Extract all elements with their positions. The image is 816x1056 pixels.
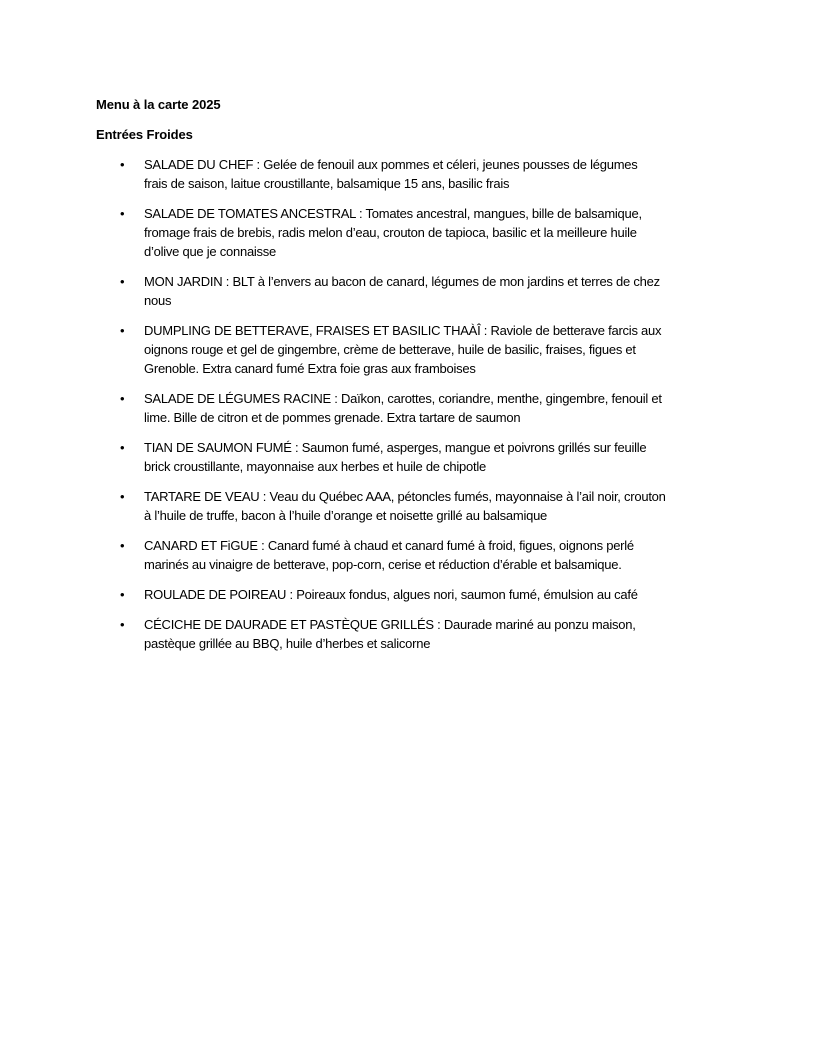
menu-item-text-line: marinés au vinaigre de betterave, pop-corn, cerise et réduction d’érable et balsamique. bbox=[144, 557, 622, 572]
menu-item-text-line: MON JARDIN : BLT à l’envers au bacon de canard, légumes de mon jardins et terres de chez bbox=[144, 274, 660, 289]
menu-item-text-line: frais de saison, laitue croustillante, balsamique 15 ans, basilic frais bbox=[144, 176, 510, 191]
bullet-icon: • bbox=[120, 587, 125, 602]
bullet-icon: • bbox=[120, 157, 125, 172]
menu-item-text-line: oignons rouge et gel de gingembre, crème de betterave, huile de basilic, fraises, figues et bbox=[144, 342, 636, 357]
menu-item-text-line: TIAN DE SAUMON FUMÉ : Saumon fumé, asperges, mangue et poivrons grillés sur feuille bbox=[144, 440, 647, 455]
menu-item bbox=[96, 204, 726, 261]
menu-item-text-line: SALADE DU CHEF : Gelée de fenouil aux pommes et céleri, jeunes pousses de légumes bbox=[144, 157, 638, 172]
menu-item-text-line: CANARD ET FiGUE : Canard fumé à chaud et canard fumé à froid, figues, oignons perlé bbox=[144, 538, 634, 553]
menu-item bbox=[96, 155, 726, 193]
menu-item bbox=[96, 438, 726, 476]
document-page bbox=[96, 96, 726, 664]
bullet-icon: • bbox=[120, 440, 125, 455]
menu-item bbox=[96, 615, 726, 653]
bullet-icon: • bbox=[120, 274, 125, 289]
menu-item-text-line: lime. Bille de citron et de pommes grenade. Extra tartare de saumon bbox=[144, 410, 521, 425]
menu-item-text-line: nous bbox=[144, 293, 172, 308]
menu-item-text-line: pastèque grillée au BBQ, huile d’herbes et salicorne bbox=[144, 636, 431, 651]
menu-item bbox=[96, 536, 726, 574]
menu-item-text-line: à l’huile de truffe, bacon à l’huile d’orange et noisette grillé au balsamique bbox=[144, 508, 548, 523]
document-title: Menu à la carte 2025 bbox=[96, 97, 221, 112]
bullet-icon: • bbox=[120, 617, 125, 632]
menu-list bbox=[96, 155, 726, 653]
menu-item-text-line: fromage frais de brebis, radis melon d’eau, crouton de tapioca, basilic et la meilleure huile bbox=[144, 225, 637, 240]
menu-item-text-line: d’olive que je connaisse bbox=[144, 244, 277, 259]
menu-item bbox=[96, 389, 726, 427]
menu-item-text-line: Grenoble. Extra canard fumé Extra foie gras aux framboises bbox=[144, 361, 476, 376]
menu-item-text-line: SALADE DE LÉGUMES RACINE : Daïkon, carottes, coriandre, menthe, gingembre, fenouil et bbox=[144, 391, 662, 406]
menu-item-text-line: TARTARE DE VEAU : Veau du Québec AAA, pétoncles fumés, mayonnaise à l’ail noir, crouton bbox=[144, 489, 666, 504]
bullet-icon: • bbox=[120, 538, 125, 553]
bullet-icon: • bbox=[120, 206, 125, 221]
menu-item-text-line: CÉCICHE DE DAURADE ET PASTÈQUE GRILLÉS : Daurade mariné au ponzu maison, bbox=[144, 617, 636, 632]
menu-item-text-line: brick croustillante, mayonnaise aux herbes et huile de chipotle bbox=[144, 459, 486, 474]
menu-item-text-line: ROULADE DE POIREAU : Poireaux fondus, algues nori, saumon fumé, émulsion au café bbox=[144, 587, 638, 602]
menu-item bbox=[96, 585, 726, 604]
bullet-icon: • bbox=[120, 323, 125, 338]
menu-item bbox=[96, 321, 726, 378]
menu-item-text-line: DUMPLING DE BETTERAVE, FRAISES ET BASILIC THAÀÎ : Raviole de betterave farcis aux bbox=[144, 323, 662, 338]
bullet-icon: • bbox=[120, 391, 125, 406]
menu-item-text-line: SALADE DE TOMATES ANCESTRAL : Tomates ancestral, mangues, bille de balsamique, bbox=[144, 206, 642, 221]
menu-item bbox=[96, 487, 726, 525]
bullet-icon: • bbox=[120, 489, 125, 504]
menu-item bbox=[96, 272, 726, 310]
section-heading: Entrées Froides bbox=[96, 127, 193, 142]
